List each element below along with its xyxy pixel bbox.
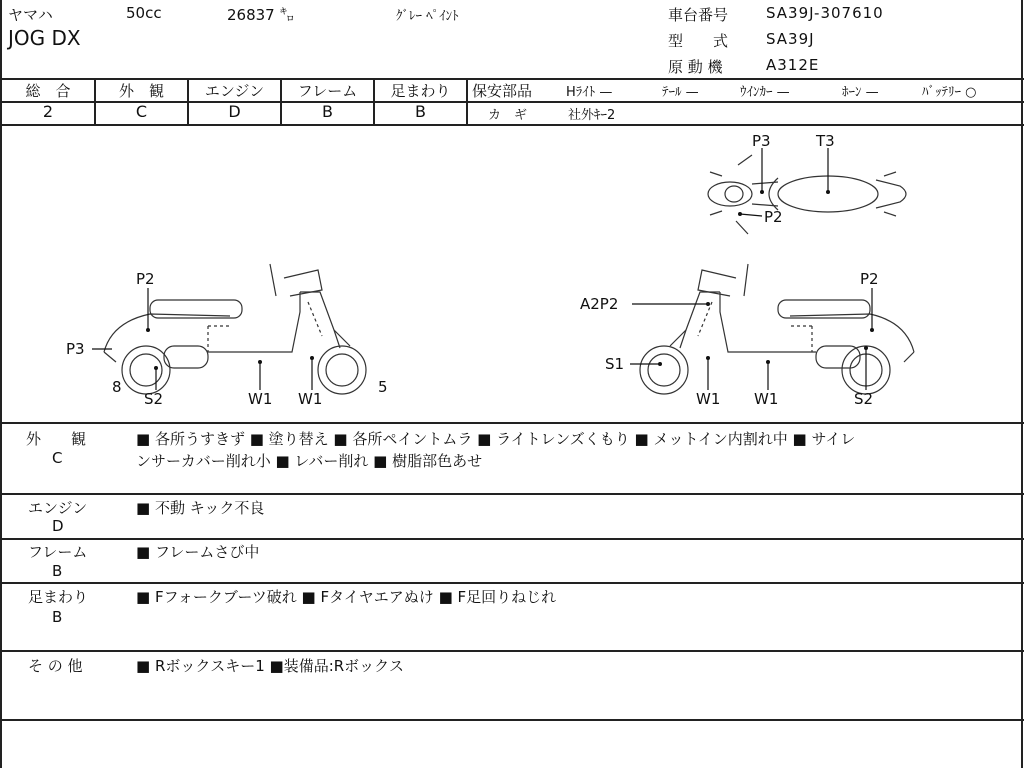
left-view-label-w1: W1 <box>298 390 323 408</box>
right-view-label-a2p2: A2P2 <box>580 295 619 313</box>
model-code: SA39J <box>766 30 815 48</box>
top-view-scooter <box>708 155 906 234</box>
grade-exterior-label: 外 観 <box>118 82 164 100</box>
remark-exterior-text-cont: ンサーカバー削れ小 ■ レバー削れ ■ 樹脂部色あせ <box>136 452 483 470</box>
remark-suspension-label: 足まわり <box>28 588 89 606</box>
engine-model-label: 原 動 機 <box>668 58 723 76</box>
mileage: 26837 ㌔ <box>227 6 295 24</box>
top-view-label-t3: T3 <box>816 132 835 150</box>
safety-horn: ﾎｰﾝ — <box>842 85 879 100</box>
safety-taillight: ﾃｰﾙ — <box>662 85 699 100</box>
right-view-label-s2: S2 <box>854 390 874 408</box>
left-view-label-5: 5 <box>378 378 388 396</box>
remark-frame-text: ■ フレームさび中 <box>136 543 260 561</box>
left-view-label-8: 8 <box>112 378 122 396</box>
safety-headlight: Hﾗｲﾄ — <box>566 85 613 100</box>
remark-exterior-text: ■ 各所うすきず ■ 塗り替え ■ 各所ペイントムラ ■ ライトレンズくもり ■ メットイン内割れ中 ■ サイレ <box>136 430 856 448</box>
divider-remark-2 <box>0 538 1024 540</box>
scooter-damage-diagram <box>0 126 1024 422</box>
grade-suspension-label: 足まわり <box>390 82 451 100</box>
frame-number: SA39J-307610 <box>766 4 884 22</box>
grade-frame-label: フレーム <box>297 82 358 100</box>
left-view-label-p3: P3 <box>66 340 85 358</box>
divider-remark-1 <box>0 493 1024 495</box>
model-name: JOG DX <box>8 26 81 50</box>
grade-suspension-value: B <box>415 102 426 121</box>
remark-exterior-grade: C <box>52 449 63 467</box>
grade-exterior-value: C <box>135 102 148 121</box>
engine-model: A312E <box>766 56 820 74</box>
frame-number-label: 車台番号 <box>668 6 729 24</box>
top-view-label-p3: P3 <box>752 132 771 150</box>
divider-remark-3 <box>0 582 1024 584</box>
left-view-label-w1: W1 <box>248 390 273 408</box>
remark-exterior-label: 外 観 <box>26 430 87 448</box>
grade-engine-label: エンジン <box>204 82 265 100</box>
grade-engine-value: D <box>228 102 241 121</box>
right-view-label-s1: S1 <box>605 355 625 373</box>
remark-engine-text: ■ 不動 キック不良 <box>136 499 265 517</box>
right-view-label-w1: W1 <box>754 390 779 408</box>
left-view-callouts <box>66 270 388 408</box>
remark-suspension-text: ■ Fフォークブーツ破れ ■ Fタイヤエアぬけ ■ F足回りねじれ <box>136 588 557 606</box>
right-view-label-p2: P2 <box>860 270 879 288</box>
remark-engine-label: エンジン <box>28 499 88 517</box>
key-value: 社外ｷｰ2 <box>568 108 616 123</box>
remark-frame-label: フレーム <box>28 543 88 561</box>
top-view-label-p2: P2 <box>764 208 783 226</box>
remark-other-label: そ の 他 <box>28 657 83 675</box>
safety-winker: ｳｲﾝｶｰ — <box>740 85 790 100</box>
grade-overall-label: 総 合 <box>25 82 71 100</box>
model-code-label: 型 式 <box>668 32 729 50</box>
left-view-label-p2: P2 <box>136 270 155 288</box>
safety-parts-label: 保安部品 <box>472 82 533 100</box>
remark-frame-grade: B <box>52 562 63 580</box>
safety-battery: ﾊﾞｯﾃﾘｰ ○ <box>922 85 977 100</box>
maker-name: ヤマハ <box>8 6 53 24</box>
left-view-label-s2: S2 <box>144 390 164 408</box>
displacement: 50cc <box>126 4 162 22</box>
grade-overall-value: 2 <box>42 102 54 121</box>
key-label: カ ギ <box>488 108 528 123</box>
divider-remark-4 <box>0 650 1024 652</box>
remark-suspension-grade: B <box>52 608 63 626</box>
grade-frame-value: B <box>322 102 333 121</box>
right-view-label-w1: W1 <box>696 390 721 408</box>
divider-remark-5 <box>0 719 1024 721</box>
grade-col-divider <box>466 79 468 125</box>
right-view-callouts <box>580 270 879 408</box>
remark-other-text: ■ Rボックスキー1 ■装備品:Rボックス <box>136 657 405 675</box>
divider-diagram-bottom <box>0 422 1024 424</box>
remark-engine-grade: D <box>52 517 64 535</box>
body-color: ｸﾞﾚｰ ﾍﾟｲﾝﾄ <box>396 9 459 24</box>
